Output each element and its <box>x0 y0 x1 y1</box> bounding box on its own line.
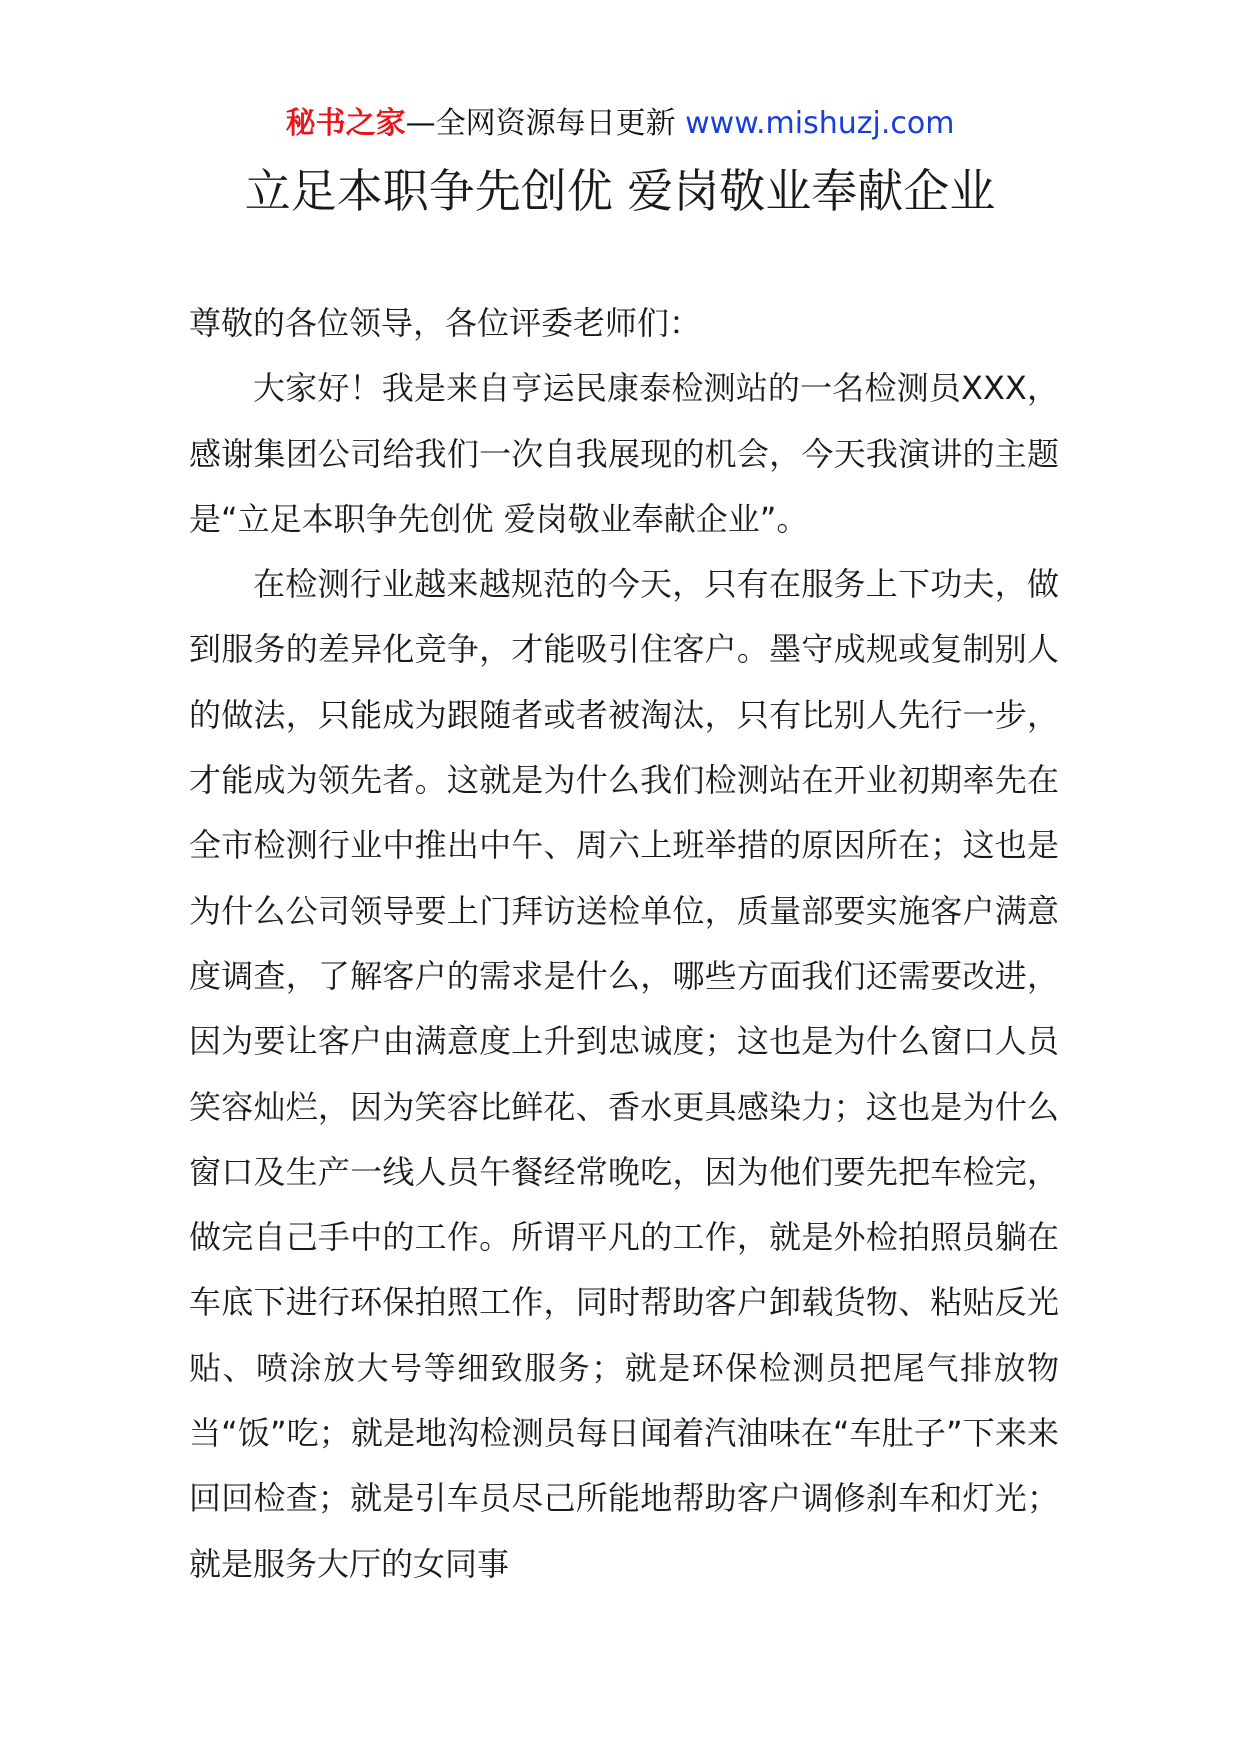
header-url-link[interactable]: www.mishuzj.com <box>685 106 955 141</box>
document-title: 立足本职争先创优 爱岗敬业奉献企业 <box>244 164 996 218</box>
header-brand: 秘书之家 <box>285 106 406 141</box>
paragraph-greeting: 大家好！我是来自亨运民康泰检测站的一名检测员XXX，感谢集团公司给我们一次自我展现的机会，今天我演讲的主题是“立足本职争先创优 爱岗敬业奉献企业”。 <box>189 369 1059 538</box>
document-body <box>189 291 1059 1597</box>
salutation-line: 尊敬的各位领导，各位评委老师们： <box>189 304 702 342</box>
site-header <box>0 104 1240 144</box>
header-slogan: —全网资源每日更新 <box>405 106 676 141</box>
paragraph-service: 在检测行业越来越规范的今天，只有在服务上下功夫，做到服务的差异化竞争，才能吸引住客户。墨守成规或复制别人的做法，只能成为跟随者或者被淘汰，只有比别人先行一步，才能成为领先者。这就是为什么我们检测站在开业初期率先在全市检测行业中推出中午、周六上班举措的原因所在；这也是为什么公司领导要上门拜访送检单位，质量部要实施客户满意度调查，了解客户的需求是什么，哪些方面我们还需要改进，因为要让客户由满意度上升到忠诚度；这也是为什么窗口人员笑容灿烂，因为笑容比鲜花、香水更具感染力；这也是为什么窗口及生产一线人员午餐经常晚吃，因为他们要先把车检完，做完自己手中的工作。所谓平凡的工作，就是外检拍照员躺在车底下进行环保拍照工作，同时帮助客户卸载货物、粘贴反光贴、喷涂放大号等细致服务；就是环保检测员把尾气排放物当“饭”吃；就是地沟检测员每日闻着汽油味在“车肚子”下来来回回检查；就是引车员尽己所能地帮助客户调修刹车和灯光；就是服务大厅的女同事 <box>189 565 1059 1583</box>
